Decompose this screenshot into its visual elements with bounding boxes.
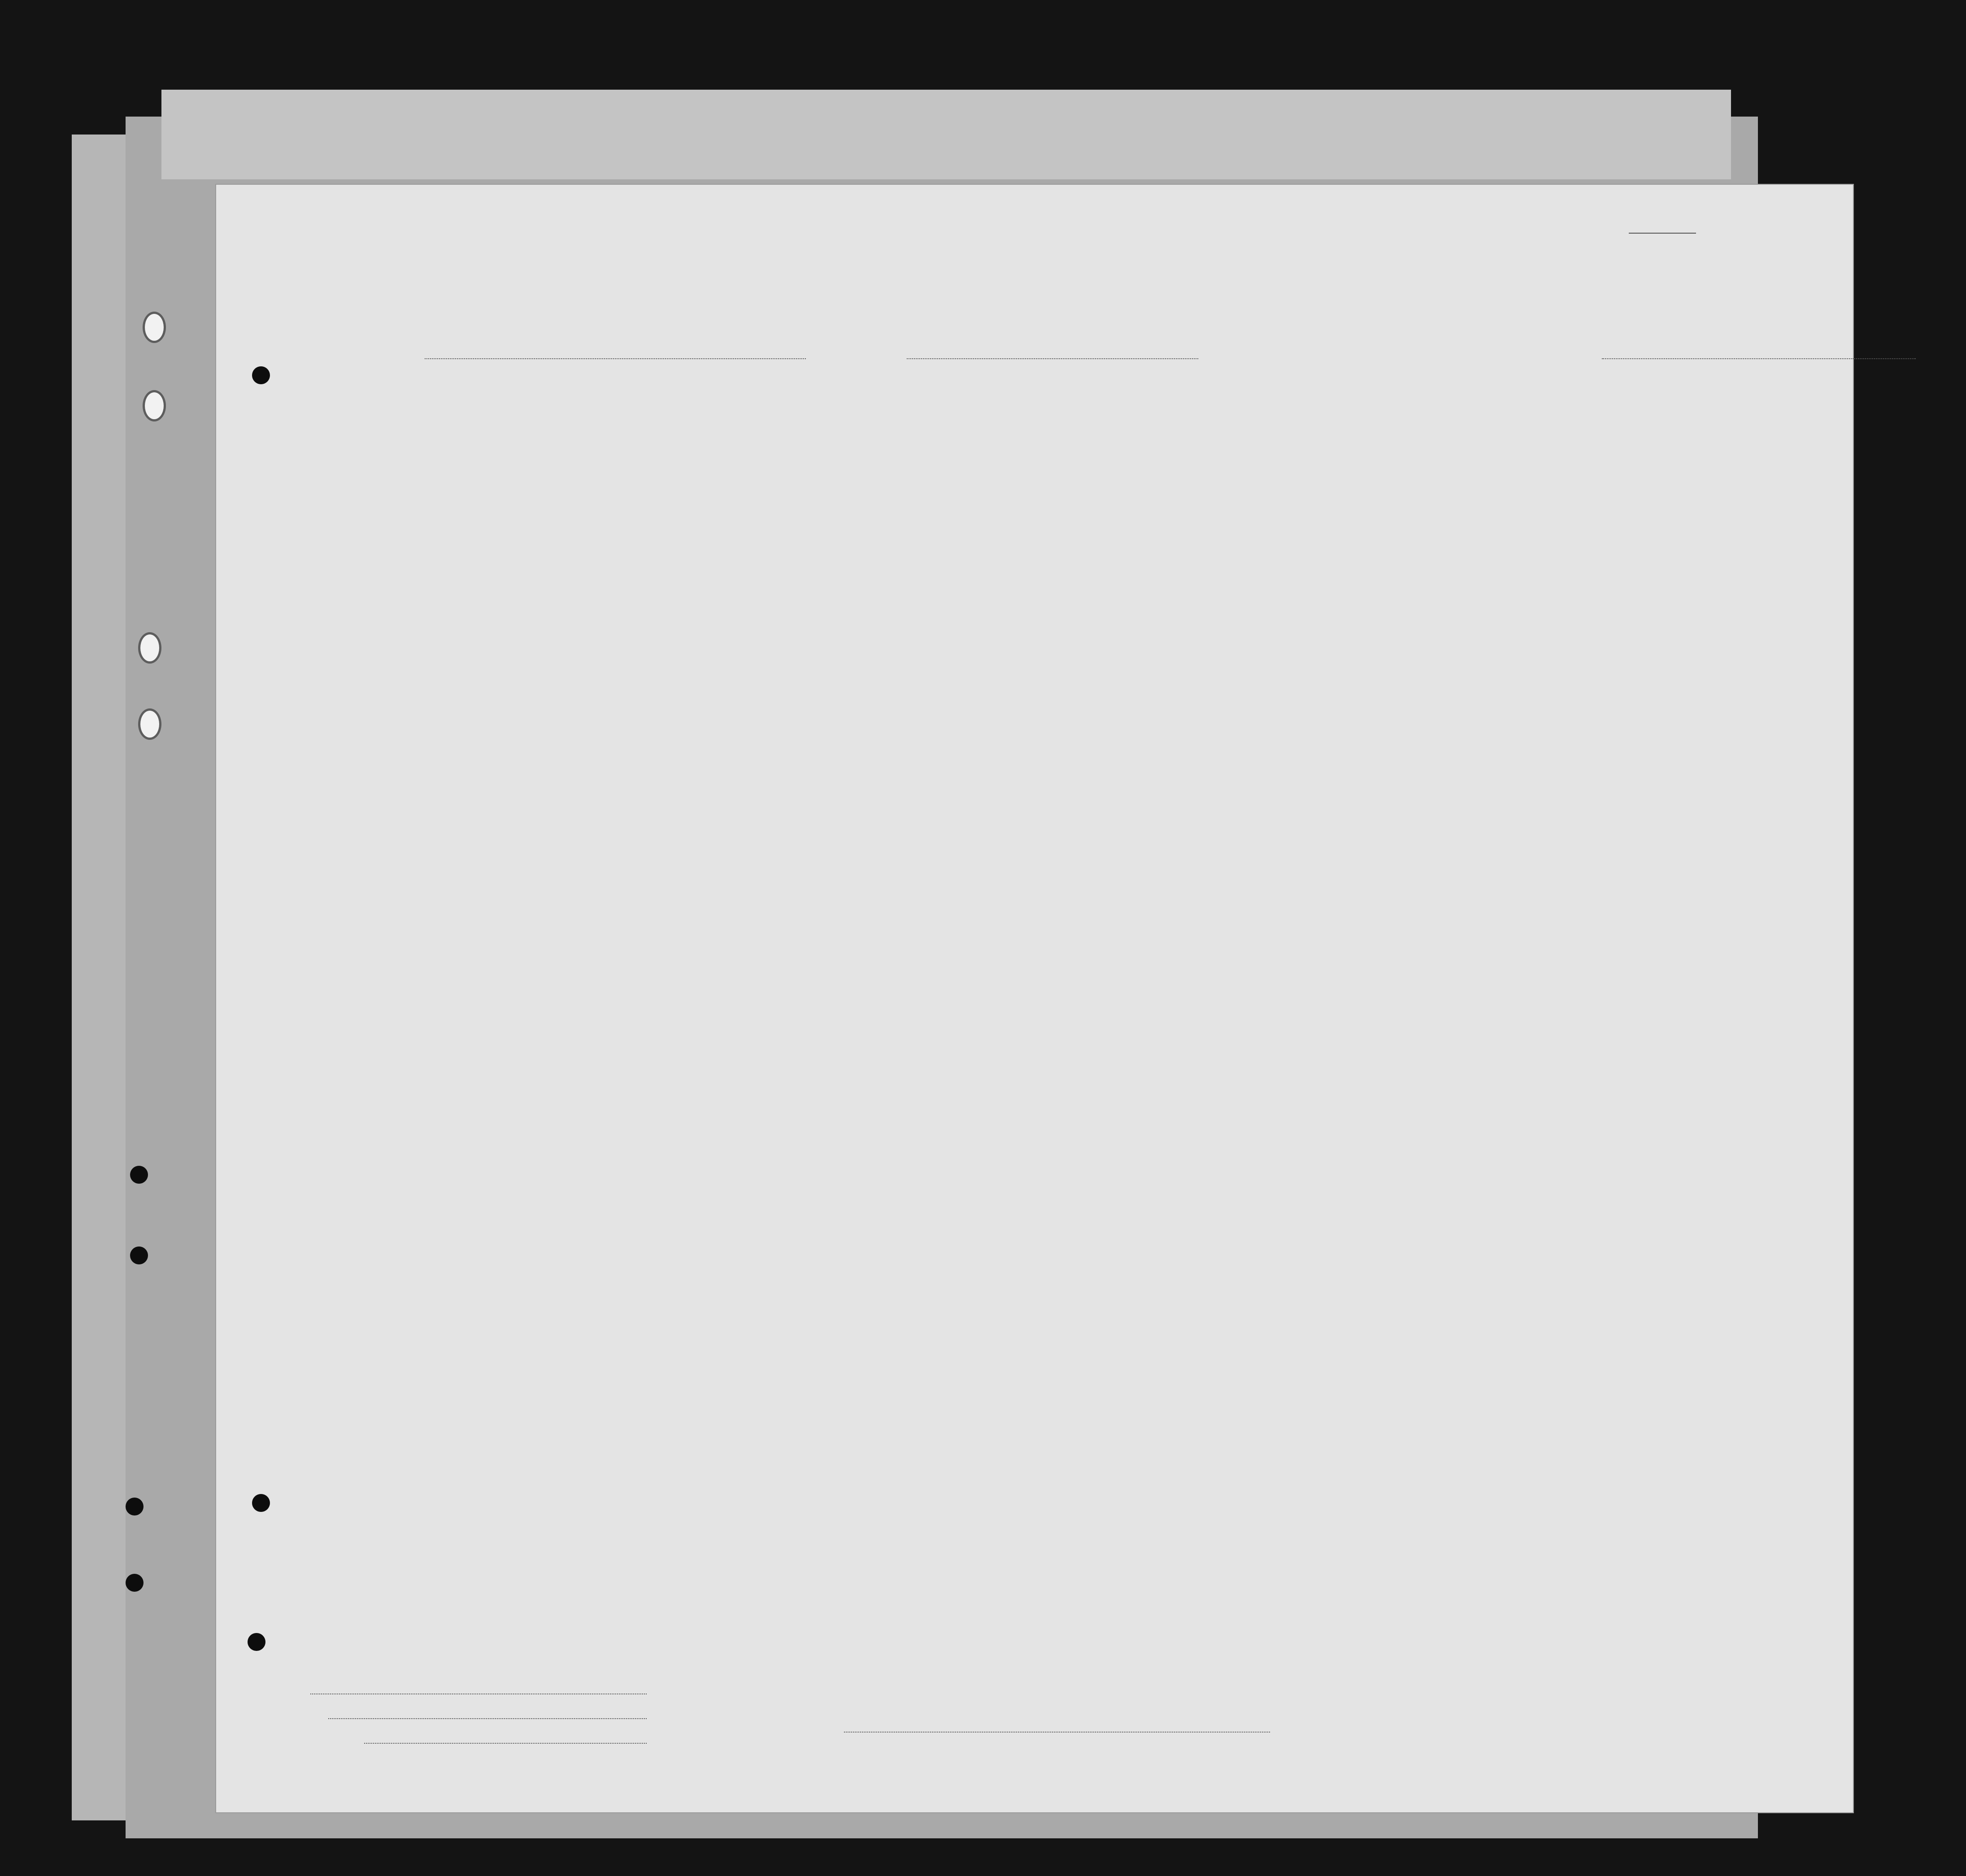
manifest-sheet bbox=[215, 184, 1854, 1813]
header-col6 bbox=[922, 381, 1084, 390]
header-col14 bbox=[1514, 381, 1555, 408]
header-col2 bbox=[320, 381, 396, 386]
header-col12 bbox=[1384, 381, 1470, 408]
table-grid bbox=[216, 185, 1853, 1812]
punch-hole bbox=[138, 632, 161, 664]
header-col3 bbox=[422, 381, 736, 390]
header-col4 bbox=[741, 381, 786, 387]
punch-hole bbox=[143, 390, 166, 421]
punch-hole bbox=[126, 1574, 144, 1592]
header-col11 bbox=[1306, 381, 1382, 408]
header-col7 bbox=[1084, 381, 1169, 390]
header-col15 bbox=[1557, 381, 1669, 395]
header-col5 bbox=[804, 381, 893, 399]
punch-hole bbox=[130, 1246, 148, 1264]
punch-hole bbox=[138, 708, 161, 740]
header-col13 bbox=[1472, 381, 1512, 408]
punch-hole bbox=[143, 312, 166, 343]
punch-hole bbox=[126, 1498, 144, 1516]
header-col8 bbox=[1171, 381, 1216, 390]
punch-hole bbox=[130, 1166, 148, 1184]
background-sheet-3 bbox=[161, 90, 1731, 179]
header-col1 bbox=[291, 381, 318, 387]
header-col9 bbox=[1218, 381, 1254, 408]
header-col10 bbox=[1257, 381, 1301, 408]
